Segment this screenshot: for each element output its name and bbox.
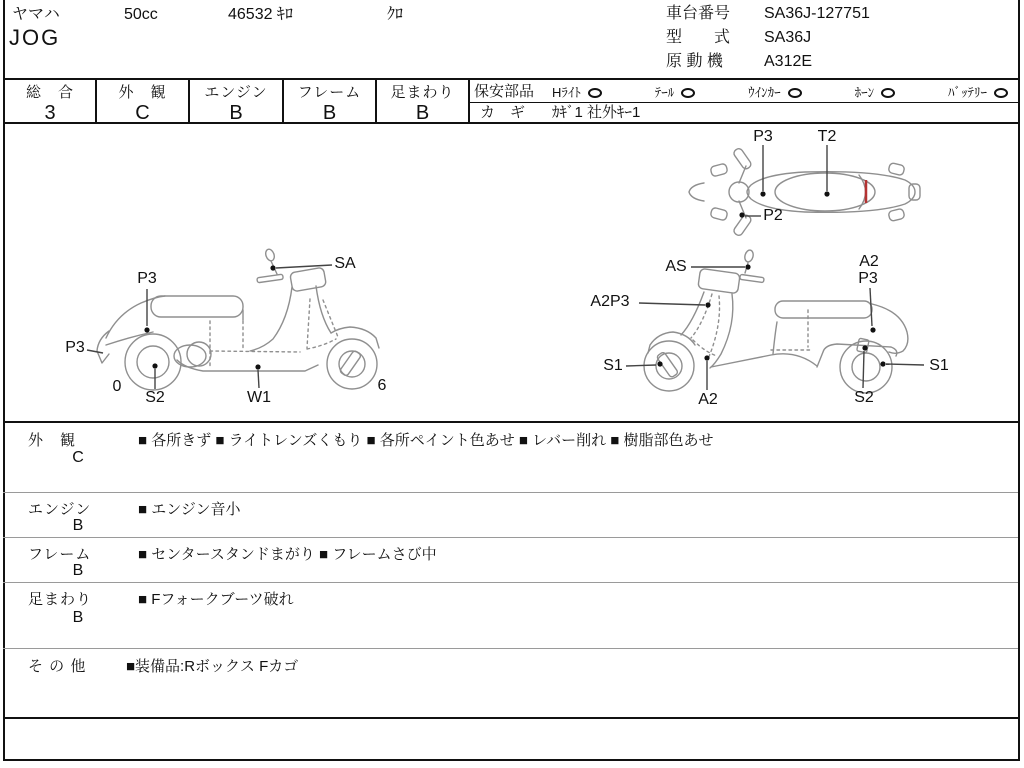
row-divider	[3, 537, 1018, 538]
condition-notes: ■ センタースタンドまがり ■ フレームさび中	[138, 546, 437, 563]
condition-notes: ■装備品:Rボックス Fカゴ	[126, 658, 299, 675]
type-label: 型 式	[666, 29, 731, 46]
damage-code-label: SA	[334, 255, 356, 272]
displacement: 50cc	[124, 6, 158, 23]
damage-code-label: S2	[854, 389, 874, 406]
rating-cell-frame	[284, 80, 375, 124]
rating-cell-overall	[5, 80, 95, 124]
rating-label: 総 合	[25, 84, 74, 101]
condition-label: エンジン	[28, 501, 92, 518]
rating-label: 足まわり	[390, 84, 455, 101]
rating-cell-undercarriage	[377, 80, 468, 124]
damage-code-label: S2	[145, 389, 165, 406]
condition-label: そ の 他	[28, 658, 87, 675]
maker-name: ヤマハ	[12, 6, 60, 23]
damage-code-label: P3	[137, 270, 157, 287]
safety-item-battery: ﾊﾞｯﾃﾘｰ	[948, 82, 1008, 101]
body-color: ｸﾛ	[387, 6, 404, 23]
rating-cell-exterior	[97, 80, 188, 124]
damage-code-label: A2	[698, 391, 718, 408]
chassis-number-label: 車台番号	[666, 5, 731, 22]
condition-label: 足まわり	[28, 591, 93, 608]
type-value: SA36J	[764, 29, 812, 46]
damage-code-label: P3	[753, 128, 773, 145]
rating-value: B	[415, 102, 430, 124]
ok-circle-icon	[994, 88, 1008, 98]
safety-item-horn: ﾎｰﾝ	[855, 82, 896, 101]
row-divider	[3, 648, 1018, 649]
rating-value: B	[229, 102, 243, 124]
conditions-border-bottom	[3, 717, 1020, 719]
damage-code-label: S1	[603, 357, 623, 374]
engine-model-value: A312E	[764, 53, 813, 70]
damage-code-label: S1	[929, 357, 949, 374]
chassis-number-value: SA36J-127751	[764, 5, 870, 22]
mileage: 46532 ｷﾛ	[228, 6, 293, 23]
safety-parts-items	[552, 81, 1008, 102]
key-value: ｶｷﾞ1 社外ｷｰ1	[552, 104, 641, 121]
rating-value: C	[135, 102, 150, 124]
damage-code-label: P3	[858, 270, 878, 287]
key-label: カ ギ	[480, 104, 526, 121]
safety-row-divider	[470, 102, 1018, 103]
ok-circle-icon	[788, 88, 802, 98]
condition-grade: B	[72, 609, 84, 626]
conditions-border-top	[3, 421, 1020, 423]
ok-circle-icon	[681, 88, 695, 98]
safety-item-taillight: ﾃｰﾙ	[655, 82, 696, 101]
condition-label: 外 観	[28, 432, 77, 449]
safety-item-winker: ｳｲﾝｶｰ	[748, 82, 802, 101]
condition-notes: ■ 各所きず ■ ライトレンズくもり ■ 各所ペイント色あせ ■ レバー削れ ■ 樹脂部色あせ	[138, 432, 714, 449]
ok-circle-icon	[881, 88, 895, 98]
rating-label: 外 観	[118, 84, 167, 101]
safety-parts-label: 保安部品	[474, 83, 535, 100]
condition-grade: B	[72, 517, 84, 534]
vehicle-diagram-area	[5, 124, 1019, 422]
damage-code-label: T2	[817, 128, 837, 145]
ok-circle-icon	[588, 88, 602, 98]
model-name: JOG	[9, 25, 61, 50]
tread-depth-label: 0	[112, 378, 122, 395]
rating-label: フレーム	[297, 84, 362, 101]
ratings-divider-5	[468, 78, 470, 124]
rating-value: 3	[44, 102, 56, 124]
damage-code-label: P2	[763, 207, 783, 224]
safety-item-headlight: Hﾗｲﾄ	[552, 82, 602, 101]
pointer-lines	[87, 145, 924, 390]
damage-code-label: P3	[65, 339, 85, 356]
rating-value: B	[322, 102, 337, 124]
damage-code-label: AS	[665, 258, 687, 275]
engine-model-label: 原 動 機	[666, 53, 723, 70]
damage-code-label: A2P3	[590, 293, 630, 310]
damage-code-label: A2	[859, 253, 879, 270]
damage-code-label: W1	[247, 389, 271, 406]
condition-notes: ■ Fフォークブーツ破れ	[138, 591, 294, 608]
rating-cell-engine	[190, 80, 282, 124]
rating-label: エンジン	[204, 84, 268, 101]
row-divider	[3, 582, 1018, 583]
scooter-top-view	[689, 147, 920, 237]
tread-depth-label: 6	[377, 377, 387, 394]
condition-grade: B	[72, 562, 84, 579]
condition-grade: C	[72, 449, 84, 466]
row-divider	[3, 492, 1018, 493]
condition-notes: ■ エンジン音小	[138, 501, 241, 518]
page-border-bottom	[3, 759, 1020, 761]
condition-label: フレーム	[28, 546, 92, 563]
